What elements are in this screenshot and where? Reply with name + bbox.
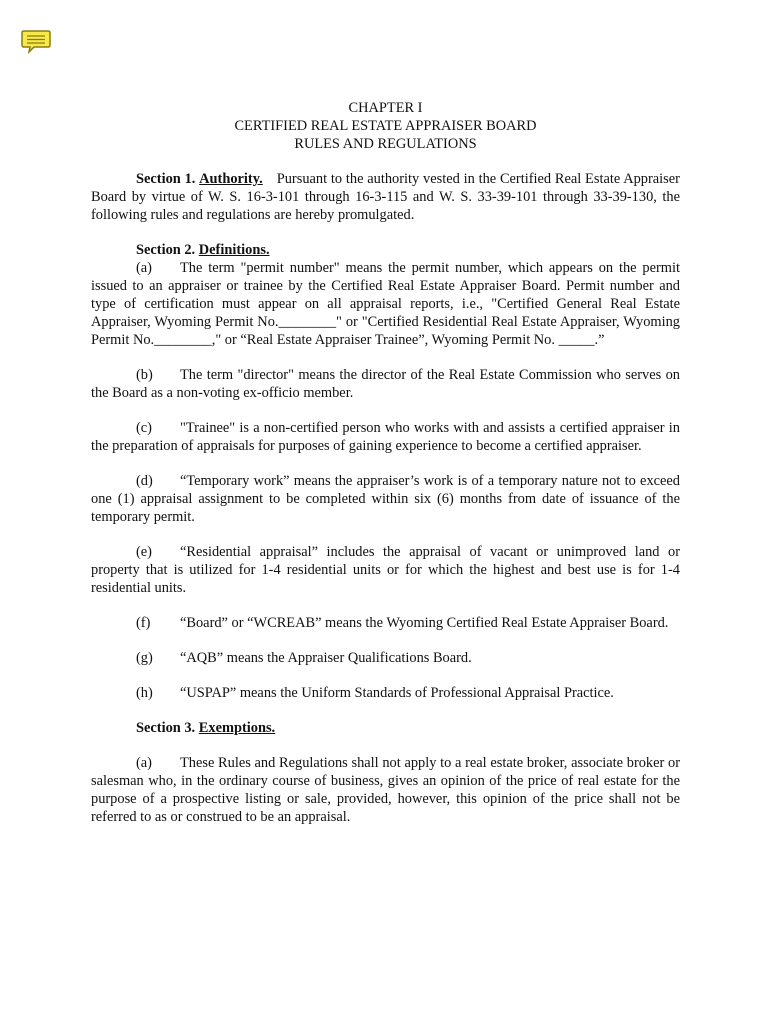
definition-f-text: “Board” or “WCREAB” means the Wyoming Certified Real Estate Appraiser Board. bbox=[180, 615, 669, 631]
section-1-text: Pursuant to the authority vested in the Certified Real Estate Appraiser Board by virtue of W. S. 16-3-101 through 16-3-115 and W. S. 33-39-101 through 33-39-130, the following rules and regulations are hereby promulgated. bbox=[91, 171, 680, 223]
definition-g-text: “AQB” means the Appraiser Qualifications Board. bbox=[180, 650, 472, 666]
section-1-title: Authority. bbox=[199, 171, 263, 187]
definition-d-letter: (d) bbox=[136, 473, 153, 489]
section-3-label: Section 3. bbox=[136, 720, 196, 736]
board-title: CERTIFIED REAL ESTATE APPRAISER BOARD bbox=[234, 118, 537, 134]
definition-b-text: The term "director" means the director of the Real Estate Commission who serves on the Board as a non-voting ex-officio member. bbox=[91, 367, 680, 401]
definition-e bbox=[91, 543, 680, 597]
definition-d bbox=[91, 472, 680, 526]
document-page bbox=[91, 99, 680, 826]
definition-h-letter: (h) bbox=[136, 685, 153, 701]
definition-c bbox=[91, 419, 680, 455]
exemption-a-letter: (a) bbox=[136, 755, 152, 771]
rules-title: RULES AND REGULATIONS bbox=[294, 136, 477, 152]
definition-a-text: The term "permit number" means the permit number, which appears on the permit issued to an appraiser or trainee by the Certified Real Estate Appraiser Board. Permit number and type of certification must appear on all appraisal reports, i.e., "Certified General Real Estate Appraiser, Wyoming Permit No.________" or "Certified Residential Real Estate Appraiser, Wyoming Permit No.________," or “Real Estate Appraiser Trainee”, Wyoming Permit No. _____.” bbox=[91, 260, 680, 348]
comment-note-icon[interactable] bbox=[20, 28, 52, 56]
definition-b-letter: (b) bbox=[136, 367, 153, 383]
definition-a bbox=[91, 259, 680, 349]
definition-b bbox=[91, 366, 680, 402]
section-1 bbox=[91, 170, 680, 224]
definition-f bbox=[91, 614, 680, 632]
definition-c-letter: (c) bbox=[136, 420, 152, 436]
definition-e-letter: (e) bbox=[136, 544, 152, 560]
section-3-title: Exemptions. bbox=[198, 720, 276, 736]
definition-d-text: “Temporary work” means the appraiser’s work is of a temporary nature not to exceed one (1) appraisal assignment to be completed within six (6) months from date of issuance of the temporary permit. bbox=[91, 473, 680, 525]
section-2-label: Section 2. bbox=[136, 242, 196, 258]
definition-c-text: "Trainee" is a non-certified person who works with and assists a certified appraiser in the preparation of appraisals for purposes of gaining experience to become a certified appraiser. bbox=[91, 420, 680, 454]
section-2-heading bbox=[91, 241, 680, 259]
definition-e-text: “Residential appraisal” includes the appraisal of vacant or unimproved land or property that is utilized for 1-4 residential units or for which the highest and best use is for 1-4 residential units. bbox=[91, 544, 680, 596]
definition-a-letter: (a) bbox=[136, 260, 152, 276]
exemption-a-text: These Rules and Regulations shall not apply to a real estate broker, associate broker or salesman who, in the ordinary course of business, gives an opinion of the price of real estate for the purpose of a prospective listing or sale, provided, however, this opinion of the price shall not be referred to as or construed to be an appraisal. bbox=[91, 755, 680, 825]
chapter-title: CHAPTER I bbox=[348, 100, 423, 116]
definition-h-text: “USPAP” means the Uniform Standards of Professional Appraisal Practice. bbox=[180, 685, 614, 701]
exemption-a bbox=[91, 754, 680, 826]
definition-h bbox=[91, 684, 680, 702]
definition-g bbox=[91, 649, 680, 667]
document-header bbox=[91, 99, 680, 153]
section-2-title: Definitions. bbox=[198, 242, 270, 258]
definition-f-letter: (f) bbox=[136, 615, 151, 631]
definition-g-letter: (g) bbox=[136, 650, 153, 666]
section-1-label: Section 1. bbox=[136, 171, 196, 187]
section-3-heading bbox=[91, 719, 680, 737]
